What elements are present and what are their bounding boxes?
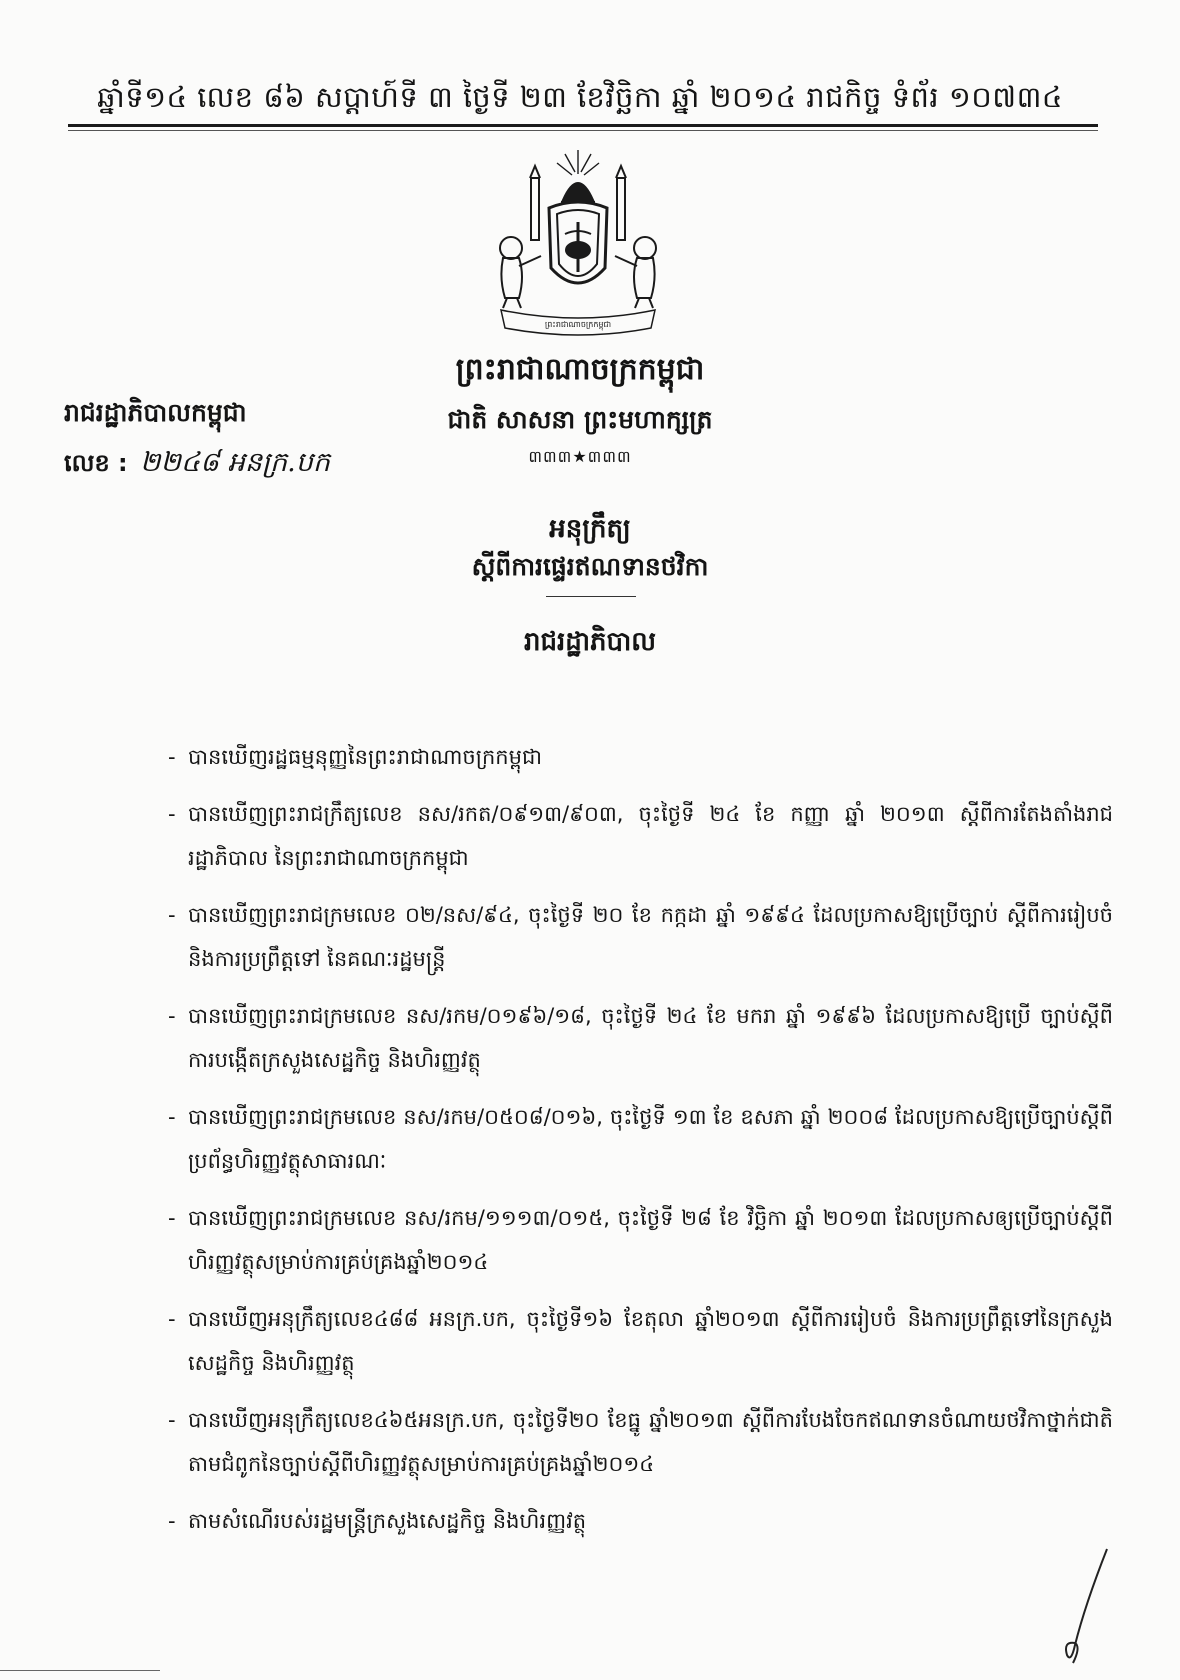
clause-dash: - <box>168 1307 176 1331</box>
kingdom-title: ព្រះរាជាណាចក្រកម្ពុជា <box>455 352 705 387</box>
subject-underline <box>546 596 636 597</box>
clause-dash: - <box>168 903 176 927</box>
document-number <box>64 446 330 485</box>
clause-dash: - <box>168 1509 176 1533</box>
royal-coat-of-arms-icon <box>483 148 673 338</box>
left-lion <box>500 237 541 308</box>
issuing-authority: រាជរដ្ឋាភិបាល <box>523 627 657 657</box>
ornament-divider: ៣៣៣★៣៣៣ <box>528 447 632 466</box>
number-value: ២២៤៨ អនក្រ.បក <box>140 447 331 478</box>
clause-text: បានឃើញអនុក្រឹត្យលេខ៤៨៨ អនក្រ.បក, ចុះថ្ងៃទី១៦ ខែតុលា ឆ្នាំ២០១៣ ស្តីពីការរៀបចំ និងការប្រព្រឹត្តទៅនៃក្រសួងសេដ្ឋកិច្ច និងហិរញ្ញវត្ថុ <box>188 1307 1113 1375</box>
document-subject: ស្តីពីការផ្ទេរឥណទានថវិកា <box>471 552 709 581</box>
footer-rule <box>0 1670 160 1671</box>
handwritten-initial-icon <box>1045 1545 1115 1670</box>
header-rule <box>68 124 1098 127</box>
clause-item <box>168 1297 1113 1385</box>
clause-item <box>168 1095 1113 1183</box>
clause-dash: - <box>168 802 176 826</box>
clause-item <box>168 1499 1113 1543</box>
clause-text: បានឃើញរដ្ឋធម្មនុញ្ញនៃព្រះរាជាណាចក្រកម្ពុជា <box>188 745 542 769</box>
preamble-clauses <box>168 735 1113 1556</box>
clause-text: តាមសំណើរបស់រដ្ឋមន្ត្រីក្រសួងសេដ្ឋកិច្ច និងហិរញ្ញវត្ថុ <box>188 1509 587 1533</box>
clause-dash: - <box>168 1408 176 1432</box>
clause-text: បានឃើញព្រះរាជក្រមលេខ នស/រកម/១១១៣/០១៥, ចុះថ្ងៃទី ២៨ ខែ វិច្ឆិកា ឆ្នាំ ២០១៣ ដែលប្រកាសឲ្យប្រើច្បាប់ស្តីពី ហិរញ្ញវត្ថុសម្រាប់ការគ្រប់គ្រងឆ្នាំ២០១៤ <box>188 1206 1113 1274</box>
government-heading: រាជរដ្ឋាភិបាលកម្ពុជា <box>64 398 247 427</box>
clause-dash: - <box>168 1206 176 1230</box>
clause-dash: - <box>168 1105 176 1129</box>
clause-item <box>168 1196 1113 1284</box>
right-lion <box>615 237 656 308</box>
crown-rays <box>557 150 599 175</box>
emblem-ribbon-text: ព្រះរាជាណាចក្រកម្ពុជា <box>544 320 612 329</box>
clause-text: បានឃើញអនុក្រឹត្យលេខ៤៦៥អនក្រ.បក, ចុះថ្ងៃទី២០ ខែធ្នូ ឆ្នាំ២០១៣ ស្តីពីការបែងចែកឥណទានចំណាយថវិកាថ្នាក់ជាតិតាមជំពូកនៃច្បាប់ស្តីពីហិរញ្ញវត្ថុសម្រាប់ការគ្រប់គ្រងឆ្នាំ២០១៤ <box>188 1408 1113 1476</box>
clause-text: បានឃើញព្រះរាជក្រឹត្យលេខ នស/រកត/០៩១៣/៩០៣, ចុះថ្ងៃទី ២៤ ខែ កញ្ញា ឆ្នាំ ២០១៣ ស្តីពីការតែងតាំងរាជរដ្ឋាភិបាល នៃព្រះរាជាណាចក្រកម្ពុជា <box>188 802 1113 870</box>
clause-dash: - <box>168 745 176 769</box>
clause-item <box>168 994 1113 1082</box>
clause-item <box>168 735 1113 779</box>
clause-dash: - <box>168 1004 176 1028</box>
clause-item <box>168 893 1113 981</box>
gazette-header: ឆ្នាំទី១៤ លេខ ៨៦ សប្តាហ៍ទី ៣ ថ្ងៃទី ២៣ ខែវិច្ឆិកា ឆ្នាំ ២០១៤ រាជកិច្ច ទំព័រ ១០៧៣៤ <box>97 80 1063 114</box>
clause-item <box>168 792 1113 880</box>
clause-text: បានឃើញព្រះរាជក្រមលេខ នស/រកម/០១៩៦/១៨, ចុះថ្ងៃទី ២៤ ខែ មករា ឆ្នាំ ១៩៩៦ ដែលប្រកាសឱ្យប្រើ ច្បាប់ស្តីពីការបង្កើតក្រសួងសេដ្ឋកិច្ច និងហិរញ្ញវត្ថុ <box>188 1004 1113 1072</box>
document-type: អនុក្រឹត្យ <box>549 514 631 544</box>
national-motto: ជាតិ សាសនា ព្រះមហាក្សត្រ <box>447 405 713 434</box>
number-label: លេខ : <box>64 449 128 477</box>
clause-text: បានឃើញព្រះរាជក្រមលេខ នស/រកម/០៥០៨/០១៦, ចុះថ្ងៃទី ១៣ ខែ ឧសភា ឆ្នាំ ២០០៨ ដែលប្រកាសឱ្យប្រើច្បាប់ស្តីពីប្រព័ន្ធហិរញ្ញវត្ថុសាធារណៈ <box>188 1105 1113 1173</box>
clause-text: បានឃើញព្រះរាជក្រមលេខ ០២/នស/៩៤, ចុះថ្ងៃទី ២០ ខែ កក្កដា ឆ្នាំ ១៩៩៤ ដែលប្រកាសឱ្យប្រើច្បាប់ ស្តីពីការរៀបចំ និងការប្រព្រឹត្តទៅ នៃគណៈរដ្ឋមន្ត្រី <box>188 903 1113 971</box>
header-rule-thin <box>68 130 1098 131</box>
clause-item <box>168 1398 1113 1486</box>
